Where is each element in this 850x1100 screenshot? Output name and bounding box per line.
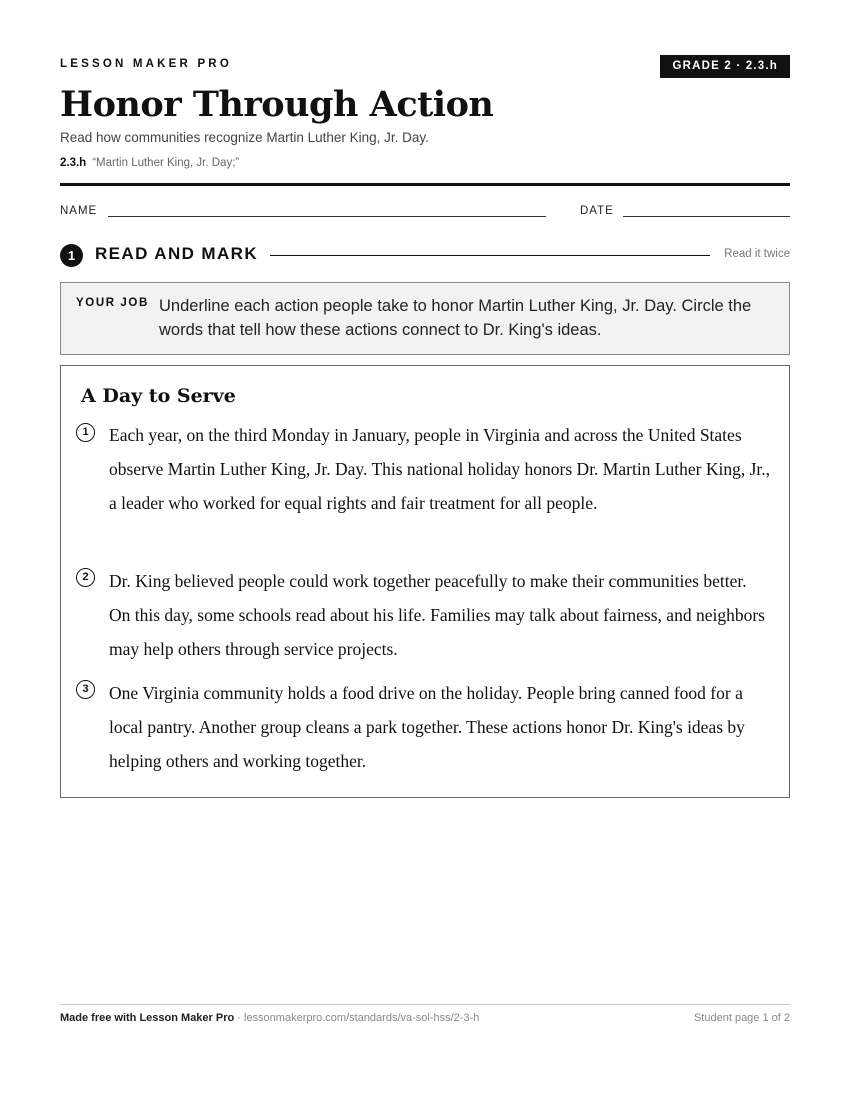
your-job-box (60, 282, 790, 355)
passage-title: A Day to Serve (81, 385, 236, 407)
page-subtitle: Read how communities recognize Martin Luther King, Jr. Day. (60, 130, 429, 145)
grade-badge: GRADE 2 · 2.3.h (660, 55, 790, 78)
passage-paragraph: One Virginia community holds a food drive on the holiday. People bring canned food for a local pantry. Another group cleans a park together. These actions honor Dr. King's ideas by helping others and working together. (109, 683, 745, 771)
footer-divider (60, 1004, 790, 1005)
section-number-badge: 1 (60, 244, 83, 267)
footer-credit (60, 1012, 479, 1024)
date-field[interactable] (623, 216, 790, 217)
header-divider (60, 183, 790, 186)
passage-paragraph: Each year, on the third Monday in January, people in Virginia and across the United States observe Martin Luther King, Jr. Day. This national holiday honors Dr. Martin Luther King, Jr., a leader who worked for equal rights and fair treatment for all people. (109, 425, 771, 513)
section-divider (270, 255, 710, 256)
footer-page-number: Student page 1 of 2 (693, 1012, 790, 1024)
paragraph-number-2: 2 (76, 568, 95, 587)
passage-paragraph: Dr. King believed people could work together peacefully to make their communities better. On this day, some schools read about his life. Families may talk about fairness, and neighbors may help others through service projects. (109, 571, 765, 659)
footer-url[interactable]: · lessonmakerpro.com/standards/va-sol-hss/2-3-h (234, 1012, 480, 1024)
paragraph-number-3: 3 (76, 680, 95, 699)
standard-code: 2.3.h (60, 157, 87, 169)
worksheet-page (60, 0, 790, 1100)
page-title: Honor Through Action (60, 84, 494, 125)
section-note: Read it twice (724, 248, 790, 260)
section-title: READ AND MARK (95, 244, 259, 263)
reading-passage (60, 365, 790, 798)
standard-text: “Martin Luther King, Jr. Day;” (92, 157, 240, 169)
your-job-label: YOUR JOB (76, 297, 149, 309)
name-field[interactable] (108, 216, 546, 217)
footer-made-with: Made free with Lesson Maker Pro (60, 1012, 235, 1024)
standard-reference (60, 157, 239, 169)
date-label: DATE (580, 205, 614, 217)
name-label: NAME (60, 205, 98, 217)
paragraph-number-1: 1 (76, 423, 95, 442)
your-job-instructions: Underline each action people take to honor Martin Luther King, Jr. Day. Circle the words that tell how these actions connect to Dr. King's ideas. (159, 297, 752, 339)
brand-name: LESSON MAKER PRO (60, 58, 232, 70)
